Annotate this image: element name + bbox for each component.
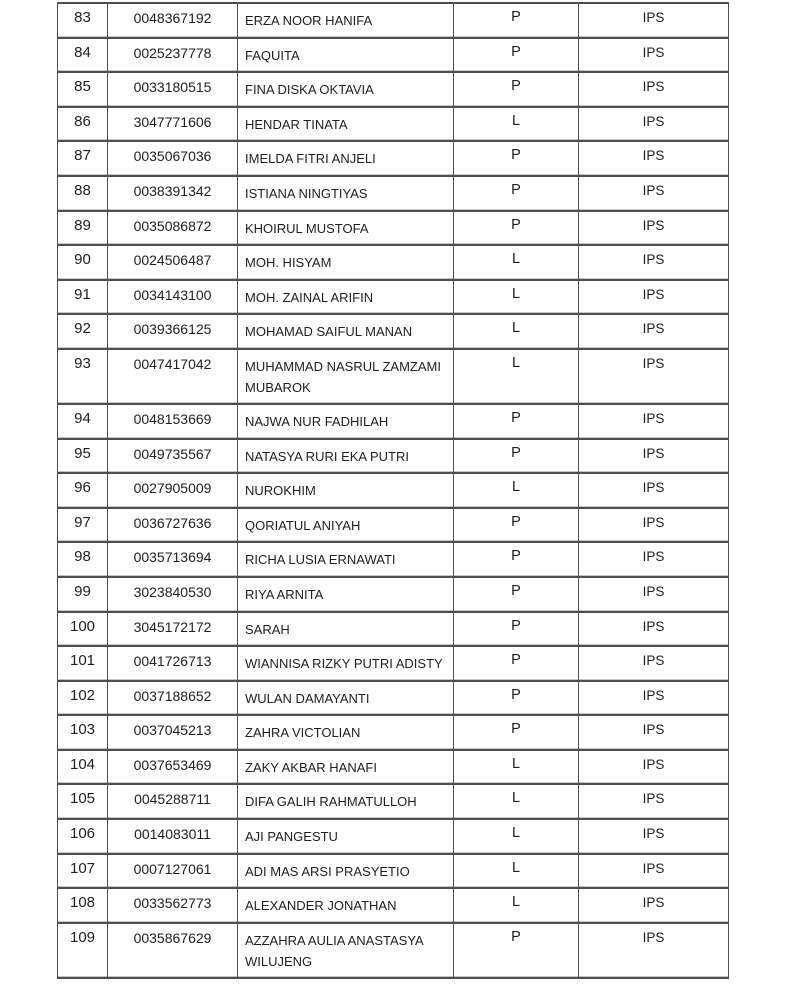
nisn-cell: 0049735567	[108, 439, 238, 474]
student-name-cell: MUHAMMAD NASRUL ZAMZAMI MUBAROK	[238, 349, 454, 404]
nisn-cell: 0014083011	[108, 819, 238, 854]
student-name-cell: KHOIRUL MUSTOFA	[238, 211, 454, 246]
row-number-cell: 89	[58, 211, 108, 246]
nisn-cell: 0036727636	[108, 508, 238, 543]
table-row	[58, 314, 729, 349]
major-cell: IPS	[579, 646, 729, 681]
table-row	[58, 141, 729, 176]
gender-cell: L	[454, 784, 579, 819]
nisn-cell: 3023840530	[108, 577, 238, 612]
row-number-cell: 101	[58, 646, 108, 681]
row-number-cell: 109	[58, 923, 108, 978]
gender-cell: P	[454, 439, 579, 474]
nisn-cell: 0007127061	[108, 854, 238, 889]
row-number-cell: 93	[58, 349, 108, 404]
gender-cell: L	[454, 473, 579, 508]
table-row	[58, 3, 729, 38]
gender-cell: P	[454, 542, 579, 577]
gender-cell: L	[454, 750, 579, 785]
student-name-cell: NATASYA RURI EKA PUTRI	[238, 439, 454, 474]
student-name-cell: QORIATUL ANIYAH	[238, 508, 454, 543]
nisn-cell: 0037188652	[108, 681, 238, 716]
major-cell: IPS	[579, 715, 729, 750]
gender-cell: P	[454, 72, 579, 107]
major-cell: IPS	[579, 681, 729, 716]
table-row	[58, 107, 729, 142]
document-page	[57, 2, 729, 979]
table-row	[58, 542, 729, 577]
table-row	[58, 473, 729, 508]
row-number-cell: 85	[58, 72, 108, 107]
major-cell: IPS	[579, 280, 729, 315]
student-name-cell: ISTIANA NINGTIYAS	[238, 176, 454, 211]
gender-cell: P	[454, 141, 579, 176]
row-number-cell: 104	[58, 750, 108, 785]
nisn-cell: 0039366125	[108, 314, 238, 349]
row-number-cell: 96	[58, 473, 108, 508]
table-row	[58, 819, 729, 854]
student-name-cell: AJI PANGESTU	[238, 819, 454, 854]
table-row	[58, 245, 729, 280]
gender-cell: P	[454, 923, 579, 978]
row-number-cell: 107	[58, 854, 108, 889]
table-row	[58, 508, 729, 543]
nisn-cell: 0033180515	[108, 72, 238, 107]
student-name-cell: AZZAHRA AULIA ANASTASYA WILUJENG	[238, 923, 454, 978]
table-row	[58, 577, 729, 612]
student-name-cell: MOH. HISYAM	[238, 245, 454, 280]
student-name-cell: ZAHRA VICTOLIAN	[238, 715, 454, 750]
gender-cell: P	[454, 577, 579, 612]
student-name-cell: ERZA NOOR HANIFA	[238, 3, 454, 38]
nisn-cell: 0037045213	[108, 715, 238, 750]
student-table-body	[58, 3, 729, 978]
major-cell: IPS	[579, 923, 729, 978]
row-number-cell: 91	[58, 280, 108, 315]
student-name-cell: NUROKHIM	[238, 473, 454, 508]
gender-cell: P	[454, 681, 579, 716]
nisn-cell: 0035067036	[108, 141, 238, 176]
nisn-cell: 0037653469	[108, 750, 238, 785]
table-row	[58, 439, 729, 474]
nisn-cell: 0033562773	[108, 888, 238, 923]
major-cell: IPS	[579, 854, 729, 889]
table-row	[58, 923, 729, 978]
table-row	[58, 280, 729, 315]
student-name-cell: WIANNISA RIZKY PUTRI ADISTY	[238, 646, 454, 681]
nisn-cell: 0035867629	[108, 923, 238, 978]
student-name-cell: HENDAR TINATA	[238, 107, 454, 142]
nisn-cell: 0025237778	[108, 38, 238, 73]
major-cell: IPS	[579, 245, 729, 280]
student-name-cell: FAQUITA	[238, 38, 454, 73]
row-number-cell: 106	[58, 819, 108, 854]
student-name-cell: SARAH	[238, 612, 454, 647]
gender-cell: P	[454, 404, 579, 439]
gender-cell: P	[454, 508, 579, 543]
gender-cell: L	[454, 314, 579, 349]
student-name-cell: IMELDA FITRI ANJELI	[238, 141, 454, 176]
major-cell: IPS	[579, 211, 729, 246]
gender-cell: P	[454, 612, 579, 647]
major-cell: IPS	[579, 750, 729, 785]
gender-cell: P	[454, 38, 579, 73]
student-name-cell: MOHAMAD SAIFUL MANAN	[238, 314, 454, 349]
table-row	[58, 612, 729, 647]
row-number-cell: 97	[58, 508, 108, 543]
major-cell: IPS	[579, 107, 729, 142]
table-row	[58, 784, 729, 819]
nisn-cell: 3047771606	[108, 107, 238, 142]
nisn-cell: 0045288711	[108, 784, 238, 819]
row-number-cell: 99	[58, 577, 108, 612]
gender-cell: P	[454, 211, 579, 246]
gender-cell: P	[454, 176, 579, 211]
major-cell: IPS	[579, 38, 729, 73]
nisn-cell: 0048367192	[108, 3, 238, 38]
nisn-cell: 3045172172	[108, 612, 238, 647]
gender-cell: L	[454, 854, 579, 889]
student-name-cell: RICHA LUSIA ERNAWATI	[238, 542, 454, 577]
gender-cell: P	[454, 646, 579, 681]
student-name-cell: NAJWA NUR FADHILAH	[238, 404, 454, 439]
gender-cell: L	[454, 245, 579, 280]
major-cell: IPS	[579, 141, 729, 176]
gender-cell: L	[454, 819, 579, 854]
nisn-cell: 0048153669	[108, 404, 238, 439]
table-row	[58, 38, 729, 73]
table-row	[58, 854, 729, 889]
table-row	[58, 211, 729, 246]
nisn-cell: 0035713694	[108, 542, 238, 577]
table-row	[58, 72, 729, 107]
major-cell: IPS	[579, 819, 729, 854]
table-row	[58, 681, 729, 716]
row-number-cell: 90	[58, 245, 108, 280]
row-number-cell: 92	[58, 314, 108, 349]
student-table	[57, 2, 729, 979]
row-number-cell: 102	[58, 681, 108, 716]
gender-cell: L	[454, 888, 579, 923]
major-cell: IPS	[579, 577, 729, 612]
row-number-cell: 100	[58, 612, 108, 647]
student-name-cell: DIFA GALIH RAHMATULLOH	[238, 784, 454, 819]
student-name-cell: ALEXANDER JONATHAN	[238, 888, 454, 923]
major-cell: IPS	[579, 72, 729, 107]
row-number-cell: 84	[58, 38, 108, 73]
major-cell: IPS	[579, 404, 729, 439]
row-number-cell: 87	[58, 141, 108, 176]
major-cell: IPS	[579, 542, 729, 577]
nisn-cell: 0024506487	[108, 245, 238, 280]
row-number-cell: 95	[58, 439, 108, 474]
major-cell: IPS	[579, 508, 729, 543]
row-number-cell: 108	[58, 888, 108, 923]
row-number-cell: 98	[58, 542, 108, 577]
student-name-cell: FINA DISKA OKTAVIA	[238, 72, 454, 107]
nisn-cell: 0047417042	[108, 349, 238, 404]
row-number-cell: 86	[58, 107, 108, 142]
nisn-cell: 0035086872	[108, 211, 238, 246]
table-row	[58, 176, 729, 211]
row-number-cell: 103	[58, 715, 108, 750]
row-number-cell: 88	[58, 176, 108, 211]
table-row	[58, 349, 729, 404]
table-row	[58, 646, 729, 681]
gender-cell: L	[454, 280, 579, 315]
gender-cell: L	[454, 107, 579, 142]
gender-cell: P	[454, 715, 579, 750]
major-cell: IPS	[579, 612, 729, 647]
major-cell: IPS	[579, 784, 729, 819]
row-number-cell: 83	[58, 3, 108, 38]
nisn-cell: 0034143100	[108, 280, 238, 315]
table-row	[58, 888, 729, 923]
row-number-cell: 105	[58, 784, 108, 819]
major-cell: IPS	[579, 176, 729, 211]
table-row	[58, 750, 729, 785]
major-cell: IPS	[579, 888, 729, 923]
major-cell: IPS	[579, 3, 729, 38]
table-row	[58, 715, 729, 750]
gender-cell: P	[454, 3, 579, 38]
student-name-cell: ADI MAS ARSI PRASYETIO	[238, 854, 454, 889]
nisn-cell: 0041726713	[108, 646, 238, 681]
major-cell: IPS	[579, 314, 729, 349]
major-cell: IPS	[579, 439, 729, 474]
major-cell: IPS	[579, 473, 729, 508]
major-cell: IPS	[579, 349, 729, 404]
gender-cell: L	[454, 349, 579, 404]
student-name-cell: WULAN DAMAYANTI	[238, 681, 454, 716]
nisn-cell: 0027905009	[108, 473, 238, 508]
student-name-cell: RIYA ARNITA	[238, 577, 454, 612]
student-name-cell: MOH. ZAINAL ARIFIN	[238, 280, 454, 315]
student-name-cell: ZAKY AKBAR HANAFI	[238, 750, 454, 785]
table-row	[58, 404, 729, 439]
nisn-cell: 0038391342	[108, 176, 238, 211]
row-number-cell: 94	[58, 404, 108, 439]
